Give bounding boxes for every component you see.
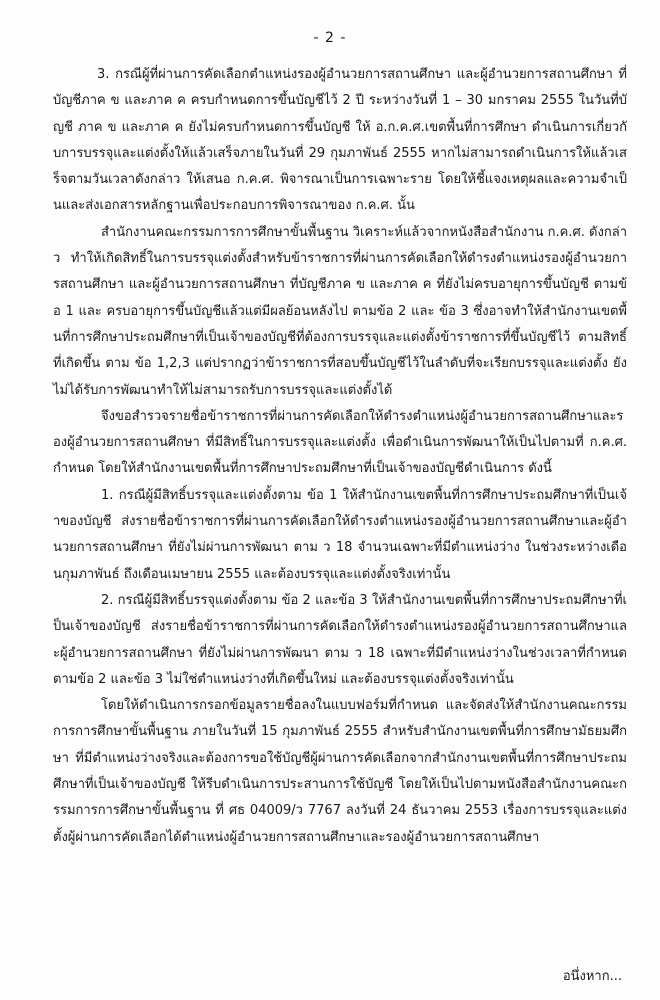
paragraph-case-1: 1. กรณีผู้มีสิทธิ์บรรจุและแต่งตั้งตาม ข้อ 1 ให้สำนักงานเขตพื้นที่การศึกษาประถมศึกษาที่เป็นเจ้าของบัญชี ส่งรายชื่อข้าราชการที่ผ่านการคัดเลือกให้ดำรงตำแหน่งรองผู้อำนวยการสถานศึกษาและผู้อำนวยการสถานศึกษา ที่ยังไม่ผ่านการพัฒนา ตาม ว 18 จำนวนเฉพาะที่มีตำแหน่งว่าง ในช่วงระหว่างเดือนกุมภาพันธ์ ถึงเดือนเมษายน 2555 และต้องบรรจุและแต่งตั้งจริงเท่านั้น [53,487,627,582]
paragraph-analysis: สำนักงานคณะกรรมการการศึกษาขั้นพื้นฐาน วิเคราะห์แล้วจากหนังสือสำนักงาน ก.ค.ศ. ดังกล่าว ทำให้เกิดสิทธิ์ในการบรรจุแต่งตั้งสำหรับข้าราชการที่ผ่านการคัดเลือกให้ดำรงตำแหน่งรองผู้อำนวยการสถานศึกษา และผู้อำนวยการสถานศึกษา ที่บัญชีภาค ข และภาค ค ที่ยังไม่ครบอายุการขึ้นบัญชี ตามข้อ 1 และ ครบอายุการขึ้นบัญชีแล้วแต่มีผลย้อนหลังไป ตามข้อ 2 และ ข้อ 3 ซึ่งอาจทำให้สำนักงานเขตพื้นที่การศึกษาประถมศึกษาที่เป็นเจ้าของบัญชีที่ต้องการบรรจุและแต่งตั้งข้าราชการที่ขึ้นบัญชีไว้ ตามสิทธิ์ที่เกิดขึ้น ตาม ข้อ 1,2,3 แต่ปรากฏว่าข้าราชการที่สอบขึ้นบัญชีไว้ในลำดับที่จะเรียกบรรจุและแต่งตั้ง ยังไม่ได้รับการพัฒนาทำให้ไม่สามารถรับการบรรจุและแต่งตั้งได้ [53,224,627,398]
continuation-text: อนึ่งหาก... [562,969,622,984]
paragraph-item-3: 3. กรณีผู้ที่ผ่านการคัดเลือกตำแหน่งรองผู้อำนวยการสถานศึกษา และผู้อำนวยการสถานศึกษา ที่บัญชีภาค ข และภาค ค ครบกำหนดการขึ้นบัญชีไว้ 2 ปี ระหว่างวันที่ 1 – 30 มกราคม 2555 ในวันที่บัญชี ภาค ข และภาค ค ยังไม่ครบกำหนดการขึ้นบัญชี ให้ อ.ก.ค.ศ.เขตพื้นที่การศึกษา ดำเนินการเกี่ยวกับการบรรจุและแต่งตั้งให้แล้วเสร็จภายในวันที่ 29 กุมภาพันธ์ 2555 หากไม่สามารถดำเนินการให้แล้วเสร็จตามวันเวลาดังกล่าว ให้เสนอ ก.ค.ศ. พิจารณาเป็นการเฉพาะราย โดยให้ชี้แจงเหตุผลและความจำเป็นและส่งเอกสารหลักฐานเพื่อประกอบการพิจารณาของ ก.ค.ศ. นั้น [53,67,627,214]
document-body [53,62,627,851]
paragraph-case-2: 2. กรณีผู้มีสิทธิ์บรรจุแต่งตั้งตาม ข้อ 2 และข้อ 3 ให้สำนักงานเขตพื้นที่การศึกษาประถมศึกษาที่เป็นเจ้าของบัญชี ส่งรายชื่อข้าราชการที่ผ่านการคัดเลือกให้ดำรงตำแหน่งรองผู้อำนวยการสถานศึกษาและผู้อำนวยการสถานศึกษา ที่ยังไม่ผ่านการพัฒนา ตาม ว 18 เฉพาะที่มีตำแหน่งว่างในช่วงเวลาที่กำหนด ตามข้อ 2 และข้อ 3 ไม่ใช่ตำแหน่งว่างที่เกิดขึ้นใหม่ และต้องบรรจุแต่งตั้งจริงเท่านั้น [53,592,627,687]
page-number: - 2 - [313,30,347,46]
paragraph-submission-instructions: โดยให้ดำเนินการกรอกข้อมูลรายชื่อลงในแบบฟอร์มที่กำหนด และจัดส่งให้สำนักงานคณะกรรมการการศึกษาขั้นพื้นฐาน ภายในวันที่ 15 กุมภาพันธ์ 2555 สำหรับสำนักงานเขตพื้นที่การศึกษามัธยมศึกษา ที่มีตำแหน่งว่างจริงและต้องการขอใช้บัญชีผู้ผ่านการคัดเลือกจากสำนักงานเขตพื้นที่การศึกษาประถมศึกษาที่เป็นเจ้าของบัญชี ให้รีบดำเนินการประสานการใช้บัญชี โดยให้เป็นไปตามหนังสือสำนักงานคณะกรรมการการศึกษาขั้นพื้นฐาน ที่ ศธ 04009/ว 7767 ลงวันที่ 24 ธันวาคม 2553 เรื่องการบรรจุและแต่งตั้งผู้ผ่านการคัดเลือกได้ตำแหน่งผู้อำนวยการสถานศึกษาและรองผู้อำนวยการสถานศึกษา [53,698,627,845]
paragraph-survey-request: จึงขอสำรวจรายชื่อข้าราชการที่ผ่านการคัดเลือกให้ดำรงตำแหน่งผู้อำนวยการสถานศึกษาและรองผู้อำนวยการสถานศึกษา ที่มีสิทธิ์ในการบรรจุและแต่งตั้ง เพื่อดำเนินการพัฒนาให้เป็นไปตามที่ ก.ค.ศ. กำหนด โดยให้สำนักงานเขตพื้นที่การศึกษาประถมศึกษาที่เป็นเจ้าของบัญชีดำเนินการ ดังนี้ [53,408,627,477]
